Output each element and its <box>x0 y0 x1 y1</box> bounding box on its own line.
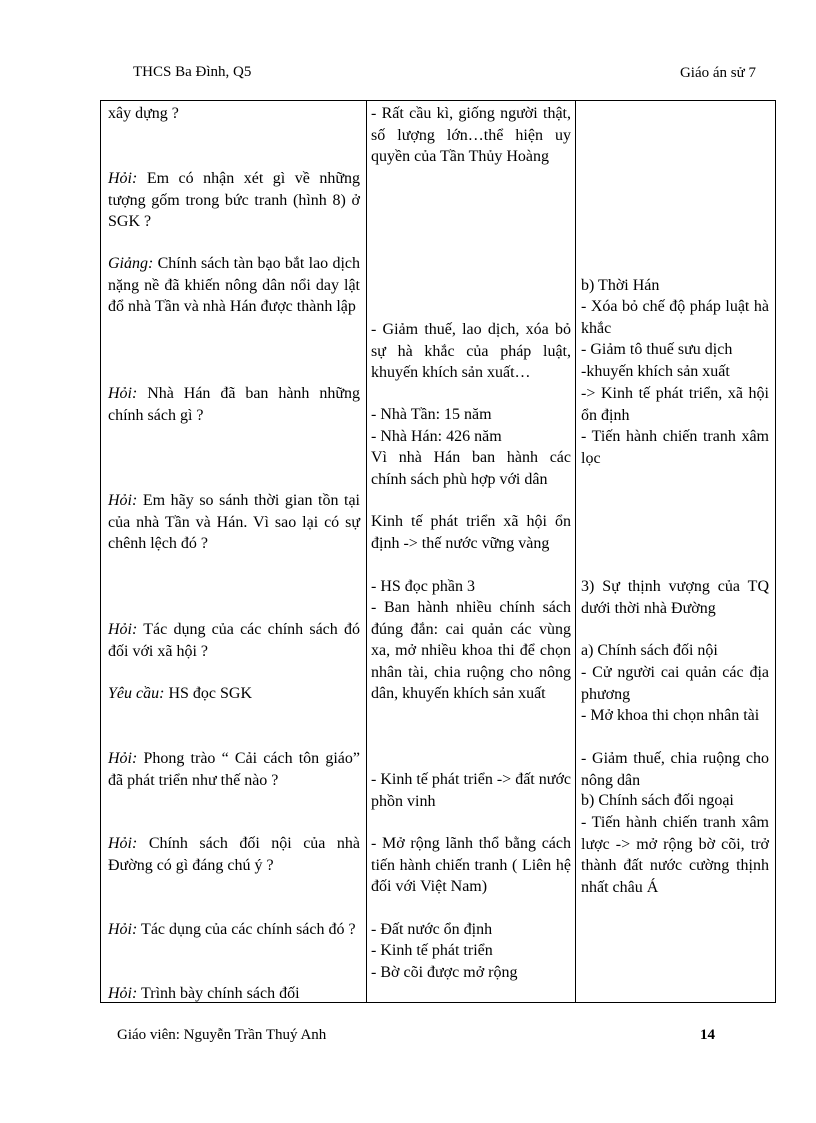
content-item: - Tiến hành chiến tranh xâm lược -> mở rộng bờ cõi, trở thành đất nước cường thịnh nhất châu Á <box>581 814 769 896</box>
teacher-activity: Hỏi: Tác dụng của các chính sách đó đối với xã hội ? <box>108 621 360 660</box>
lesson-table <box>100 100 776 1003</box>
content-heading: b) Chính sách đối ngoại <box>581 792 734 809</box>
student-answer: - Mở rộng lãnh thổ bằng cách tiến hành chiến tranh ( Liên hệ đối với Việt Nam) <box>371 835 571 896</box>
content-item: - Xóa bỏ chế độ pháp luật hà khắc <box>581 298 769 337</box>
student-answer: - Kinh tế phát triển <box>371 942 493 959</box>
student-answer: - Kinh tế phát triển -> đất nước phồn vinh <box>371 771 571 810</box>
header-subject: Giáo án sử 7 <box>679 65 756 81</box>
content-item: - Giảm tô thuế sưu dịch <box>581 341 733 358</box>
content-item: - Cử người cai quản các địa phương <box>581 664 769 703</box>
header-school: THCS Ba Đình, Q5 <box>133 64 252 80</box>
student-answer: - Giảm thuế, lao dịch, xóa bỏ sự hà khắc của pháp luật, khuyến khích sản xuất… <box>371 321 571 382</box>
content-heading: 3) Sự thịnh vượng của TQ dưới thời nhà Đường <box>581 578 769 617</box>
teacher-activity: Hỏi: Tác dụng của các chính sách đó ? <box>108 921 356 938</box>
content-heading: b) Thời Hán <box>581 277 660 294</box>
student-answer: Kinh tế phát triển xã hội ổn định -> thế nước vững vàng <box>371 513 571 552</box>
page-number: 14 <box>700 1027 715 1043</box>
content-item: - Tiến hành chiến tranh xâm lọc <box>581 428 769 467</box>
footer-teacher: Giáo viên: Nguyễn Trần Thuý Anh <box>117 1027 327 1043</box>
student-answer: - Nhà Tần: 15 năm <box>371 406 492 423</box>
content-item: - Mở khoa thi chọn nhân tài <box>581 707 760 724</box>
content-item: -> Kinh tế phát triển, xã hội ổn định <box>581 385 769 424</box>
teacher-activity: Hỏi: Trình bày chính sách đối <box>108 985 300 1002</box>
student-answer: - Ban hành nhiều chính sách đúng đắn: cai quản các vùng xa, mở nhiều khoa thi để chọn nhân tài, chia ruộng cho nông dân, khuyến khích sản xuất <box>371 599 571 703</box>
student-answer: - HS đọc phần 3 <box>371 578 475 595</box>
teacher-activity: Hỏi: Em hãy so sánh thời gian tồn tại của nhà Tần và Hán. Vì sao lại có sự chênh lệch đó ? <box>108 492 360 553</box>
content-item: - Giảm thuế, chia ruộng cho nông dân <box>581 750 769 789</box>
teacher-activity: Hỏi: Chính sách đối nội của nhà Đường có gì đáng chú ý ? <box>108 835 360 874</box>
student-answer: - Rất cầu kì, giống người thật, số lượng lớn…thể hiện uy quyền của Tần Thủy Hoàng <box>371 105 571 166</box>
student-answer: - Nhà Hán: 426 năm <box>371 428 502 445</box>
column-divider <box>366 101 367 1002</box>
teacher-activity: Yêu cầu: HS đọc SGK <box>108 685 252 702</box>
teacher-activity: Hỏi: Phong trào “ Cải cách tôn giáo” đã phát triển như thế nào ? <box>108 750 360 789</box>
student-answer: Vì nhà Hán ban hành các chính sách phù hợp với dân <box>371 449 571 488</box>
teacher-activity: Giảng: Chính sách tàn bạo bắt lao dịch nặng nề đã khiến nông dân nổi day lật đổ nhà Tần và nhà Hán được thành lập <box>108 255 360 316</box>
content-heading: a) Chính sách đối nội <box>581 642 718 659</box>
teacher-activity: Hỏi: Nhà Hán đã ban hành những chính sách gì ? <box>108 385 360 424</box>
content-item: -khuyến khích sản xuất <box>581 363 730 380</box>
teacher-activity: xây dựng ? <box>108 105 179 122</box>
column-divider <box>575 101 576 1002</box>
student-answer: - Bờ cõi được mở rộng <box>371 964 518 981</box>
teacher-activity: Hỏi: Em có nhận xét gì về những tượng gốm trong bức tranh (hình 8) ở SGK ? <box>108 170 360 231</box>
student-answer: - Đất nước ổn định <box>371 921 493 938</box>
